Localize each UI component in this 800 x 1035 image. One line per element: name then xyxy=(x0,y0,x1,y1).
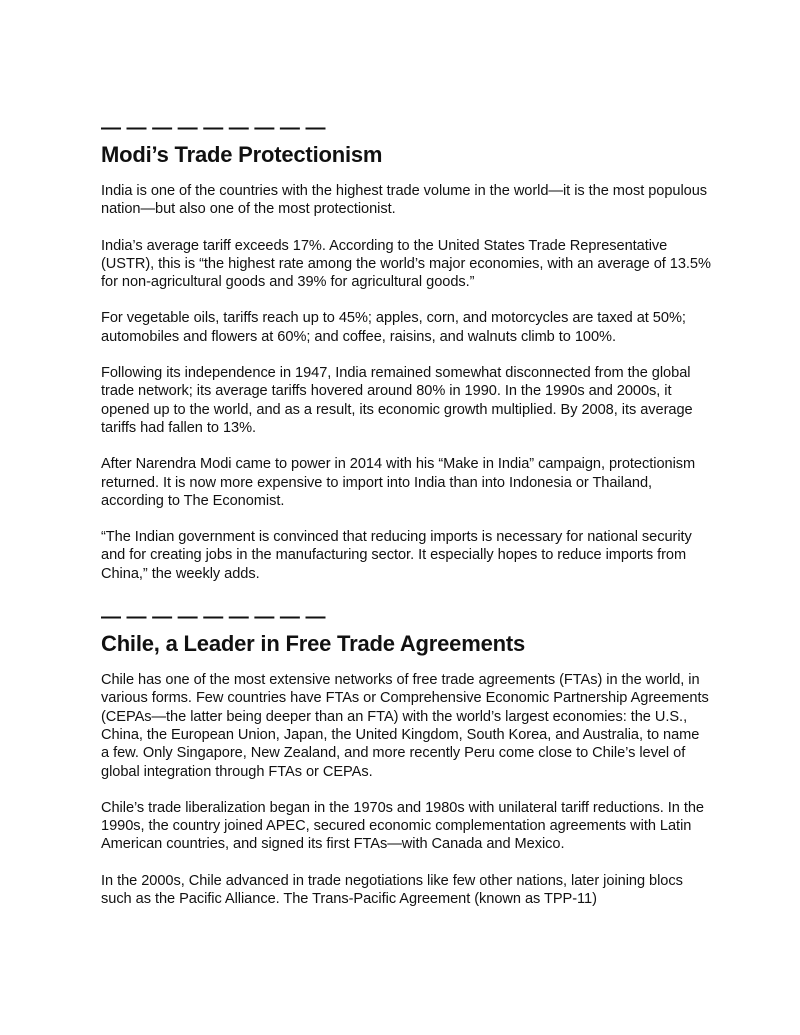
paragraph: “The Indian government is convinced that reducing imports is necessary for national security and for creating jobs in the manufacturing sector. It especially hopes to reduce imports from China,” the weekly adds. xyxy=(101,529,692,582)
paragraph: India’s average tariff exceeds 17%. According to the United States Trade Representative (USTR), this is “the highest rate among the world’s major economies, with an average of 13.5% for non-agricultural goods and 39% for agricultural goods.” xyxy=(101,237,711,291)
section-chile-free-trade xyxy=(101,607,711,908)
paragraph: India is one of the countries with the highest trade volume in the world—it is the most populous nation—but also one of the most protectionist. xyxy=(101,183,708,218)
section-divider: — — — — — — — — — xyxy=(101,606,326,629)
paragraph: For vegetable oils, tariffs reach up to 45%; apples, corn, and motorcycles are taxed at 50%; automobiles and flowers at 60%; and coffee, raisins, and walnuts climb to 100%. xyxy=(101,310,686,345)
section-heading: Chile, a Leader in Free Trade Agreements xyxy=(101,631,526,657)
paragraph: Chile’s trade liberalization began in the 1970s and 1980s with unilateral tariff reductions. In the 1990s, the country joined APEC, secured economic complementation agreements with Latin American countries, and signed its first FTAs—with Canada and Mexico. xyxy=(101,799,704,853)
paragraph: Chile has one of the most extensive networks of free trade agreements (FTAs) in the world, in various forms. Few countries have FTAs or Comprehensive Economic Partnership Agreements (CEPAs—the latter being deeper than an FTA) with the world’s largest economies: the U.S., China, the European Union, Japan, the United Kingdom, South Korea, and Australia, to name a few. Only Singapore, New Zealand, and more recently Peru come close to Chile’s level of global integration through FTAs or CEPAs. xyxy=(101,672,709,780)
section-modi-trade-protectionism xyxy=(101,118,711,583)
document-page xyxy=(101,118,711,926)
section-heading: Modi’s Trade Protectionism xyxy=(101,142,383,167)
section-divider: — — — — — — — — — xyxy=(101,117,326,139)
paragraph: In the 2000s, Chile advanced in trade negotiations like few other nations, later joining blocs such as the Pacific Alliance. The Trans-Pacific Agreement (known as TPP-11) xyxy=(101,872,683,908)
paragraph: Following its independence in 1947, India remained somewhat disconnected from the global trade network; its average tariffs hovered around 80% in 1990. In the 1990s and 2000s, it opened up to the world, and as a result, its economic growth multiplied. By 2008, its average tariffs had fallen to 13%. xyxy=(101,365,693,436)
paragraph: After Narendra Modi came to power in 2014 with his “Make in India” campaign, protectionism returned. It is now more expensive to import into India than into Indonesia or Thailand, according to The Economist. xyxy=(101,456,696,509)
